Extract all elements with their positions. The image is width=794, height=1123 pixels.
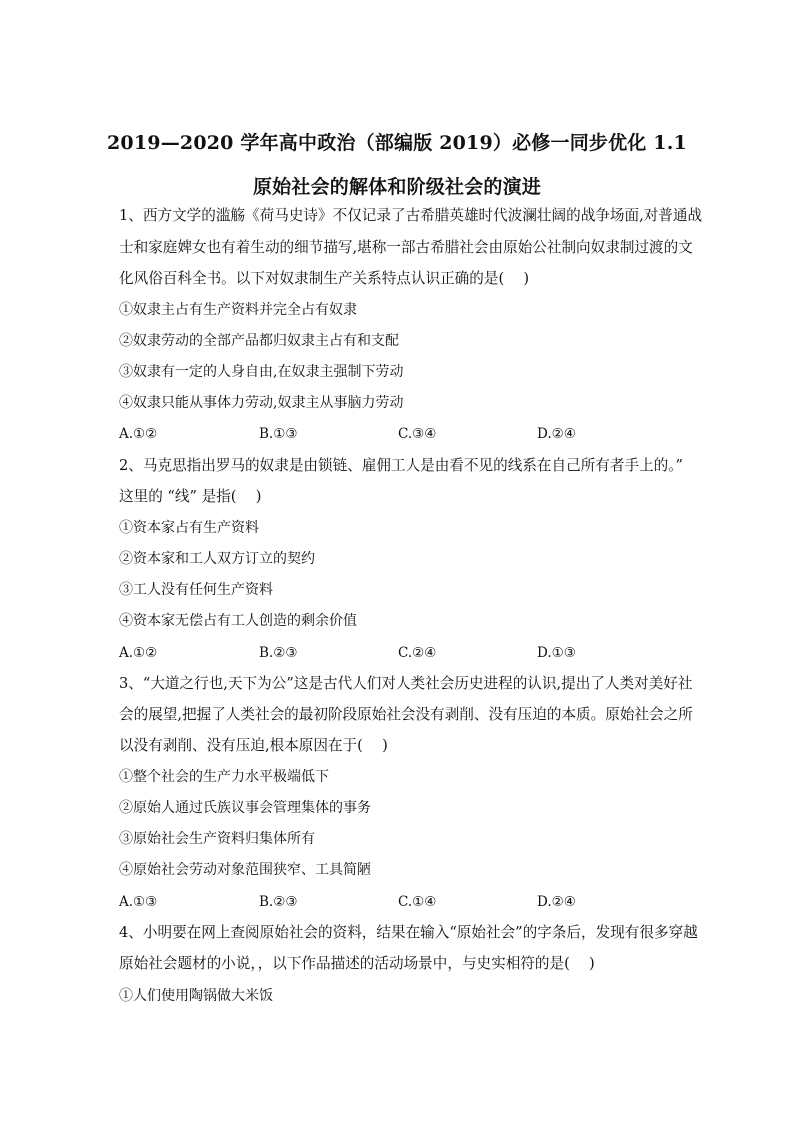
document-title-line-2: 原始社会的解体和阶级社会的演进 xyxy=(252,176,541,198)
statement-item: ②资本家和工人双方订立的契约 xyxy=(119,551,315,567)
question-stem-line: 1、西方文学的滥觞《荷马史诗》不仅记录了古希腊英雄时代波澜壮阔的战争场面,对普通战 xyxy=(119,207,703,224)
statement-item: ④奴隶只能从事体力劳动,奴隶主从事脑力劳动 xyxy=(119,395,404,411)
statement-item: ③奴隶有一定的人身自由,在奴隶主强制下劳动 xyxy=(119,364,404,380)
statement-item: ①资本家占有生产资料 xyxy=(119,520,259,536)
question-stem-line: 化风俗百科全书。以下对奴隶制生产关系特点认识正确的是( ) xyxy=(119,270,530,287)
answer-option-a: A.①② xyxy=(119,426,158,442)
statement-item: ①整个社会的生产力水平极端低下 xyxy=(119,769,329,785)
answer-option-d: D.②④ xyxy=(537,894,576,910)
statement-item: ③工人没有任何生产资料 xyxy=(119,582,273,598)
question-stem-line: 4、小明要在网上查阅原始社会的资料，结果在输入“原始社会”的字条后，发现有很多穿越 xyxy=(119,924,698,941)
statement-item: ④资本家无偿占有工人创造的剩余价值 xyxy=(119,613,357,629)
question-stem-line: 这里的 “线” 是指( ) xyxy=(119,488,262,505)
document-title-line-1: 2019—2020 学年高中政治（部编版 2019）必修一同步优化 1.1 xyxy=(107,132,687,154)
answer-option-c: C.①④ xyxy=(398,894,437,910)
statement-item: ④原始社会劳动对象范围狭窄、工具简陋 xyxy=(119,862,371,878)
statement-item: ③原始社会生产资料归集体所有 xyxy=(119,831,315,847)
answer-option-b: B.②③ xyxy=(259,894,298,910)
question-stem-line: 2、马克思指出罗马的奴隶是由锁链、雇佣工人是由看不见的线系在自己所有者手上的。” xyxy=(119,457,684,474)
answer-option-b: B.②③ xyxy=(259,645,298,661)
statement-item: ②原始人通过氏族议事会管理集体的事务 xyxy=(119,800,371,816)
answer-option-a: A.①② xyxy=(119,645,158,661)
question-stem-line: 士和家庭婢女也有着生动的细节描写,堪称一部古希腊社会由原始公社制向奴隶制过渡的文 xyxy=(119,239,693,256)
answer-option-c: C.②④ xyxy=(398,645,437,661)
question-stem-line: 原始社会题材的小说，，以下作品描述的活动场景中，与史实相符的是( ) xyxy=(119,955,595,972)
answer-option-d: D.②④ xyxy=(537,426,576,442)
question-stem-line: 3、“大道之行也,天下为公”这是古代人们对人类社会历史进程的认识,提出了人类对美好社 xyxy=(119,675,693,692)
question-stem-line: 以没有剥削、没有压迫,根本原因在于( ) xyxy=(119,737,388,754)
answer-option-a: A.①③ xyxy=(119,894,158,910)
statement-item: ①人们使用陶锅做大米饭 xyxy=(119,988,273,1004)
answer-option-c: C.③④ xyxy=(398,426,437,442)
statement-item: ①奴隶主占有生产资料并完全占有奴隶 xyxy=(119,302,357,318)
answer-option-b: B.①③ xyxy=(259,426,298,442)
question-stem-line: 会的展望,把握了人类社会的最初阶段原始社会没有剥削、没有压迫的本质。原始社会之所 xyxy=(119,706,693,723)
statement-item: ②奴隶劳动的全部产品都归奴隶主占有和支配 xyxy=(119,333,399,349)
answer-option-d: D.①③ xyxy=(537,645,576,661)
